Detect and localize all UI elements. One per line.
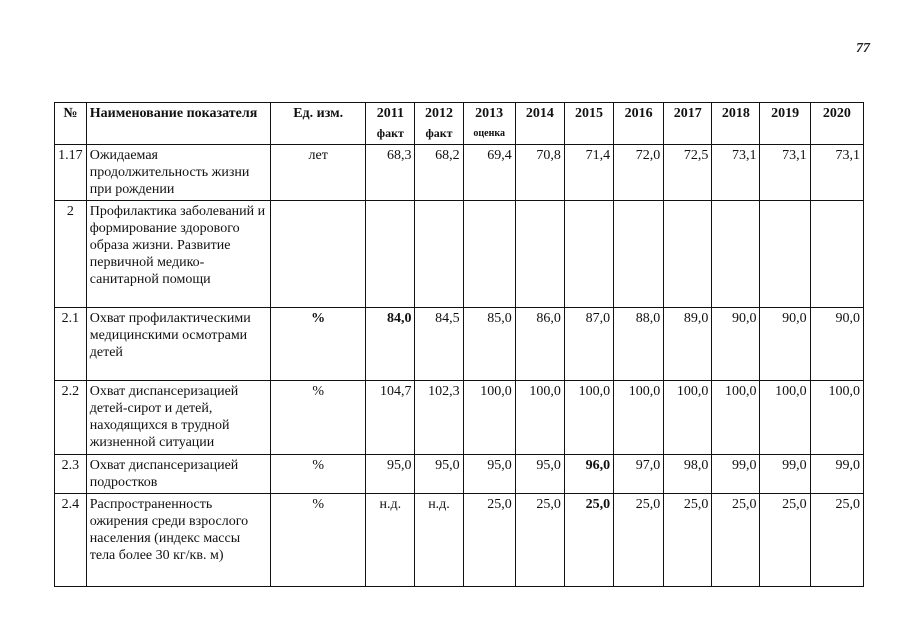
value-cell <box>366 201 415 308</box>
indicators-table <box>54 102 864 587</box>
value-cell: н.д. <box>366 494 415 587</box>
value-cell: 73,1 <box>810 145 863 201</box>
value-cell: 90,0 <box>712 308 760 381</box>
indicator-name: Распространенность ожирения среди взрослого населения (индекс массы тела более 30 кг/кв. м) <box>86 494 270 587</box>
value-cell: 88,0 <box>614 308 664 381</box>
year-label: 2013 <box>475 106 504 121</box>
value-cell: 25,0 <box>614 494 664 587</box>
value-cell: 71,4 <box>564 145 613 201</box>
indicator-name: Охват диспансеризацией подростков <box>86 455 270 494</box>
row-number: 2.1 <box>55 308 87 381</box>
table-row <box>55 455 864 494</box>
value-cell: 73,1 <box>712 145 760 201</box>
value-cell: 25,0 <box>515 494 564 587</box>
value-cell: 90,0 <box>810 308 863 381</box>
row-number: 2.3 <box>55 455 87 494</box>
value-cell: 25,0 <box>664 494 712 587</box>
indicator-name: Профилактика заболеваний и формирование здорового образа жизни. Развитие первичной медико-санитарной помощи <box>86 201 270 308</box>
value-cell <box>463 201 515 308</box>
header-unit: Ед. изм. <box>271 103 366 145</box>
value-cell: 25,0 <box>810 494 863 587</box>
year-label: 2018 <box>721 106 750 121</box>
year-note: факт <box>425 126 453 140</box>
page-number: 77 <box>856 41 870 56</box>
value-cell: 69,4 <box>463 145 515 201</box>
value-cell: 95,0 <box>515 455 564 494</box>
unit-cell: % <box>271 308 366 381</box>
header-year <box>760 103 810 145</box>
value-cell <box>415 201 463 308</box>
header-year <box>564 103 613 145</box>
value-cell: 85,0 <box>463 308 515 381</box>
value-cell: 25,0 <box>564 494 613 587</box>
indicator-name: Охват диспансеризацией детей-сирот и детей, находящихся в трудной жизненной ситуации <box>86 381 270 455</box>
row-number: 1.17 <box>55 145 87 201</box>
value-cell: 90,0 <box>760 308 810 381</box>
value-cell: 25,0 <box>760 494 810 587</box>
table-row <box>55 145 864 201</box>
year-note: факт <box>376 126 404 140</box>
row-number: 2 <box>55 201 87 308</box>
value-cell: 70,8 <box>515 145 564 201</box>
value-cell <box>564 201 613 308</box>
year-label: 2011 <box>376 106 404 121</box>
value-cell: 25,0 <box>712 494 760 587</box>
value-cell: 89,0 <box>664 308 712 381</box>
value-cell: н.д. <box>415 494 463 587</box>
value-cell: 99,0 <box>760 455 810 494</box>
unit-cell: % <box>271 494 366 587</box>
value-cell: 97,0 <box>614 455 664 494</box>
unit-cell: лет <box>271 145 366 201</box>
value-cell: 87,0 <box>564 308 613 381</box>
year-label: 2014 <box>525 106 554 121</box>
header-year <box>664 103 712 145</box>
row-number: 2.4 <box>55 494 87 587</box>
header-row <box>55 103 864 145</box>
value-cell: 100,0 <box>515 381 564 455</box>
unit-cell: % <box>271 381 366 455</box>
value-cell: 84,5 <box>415 308 463 381</box>
value-cell: 100,0 <box>564 381 613 455</box>
value-cell: 100,0 <box>463 381 515 455</box>
indicator-name: Ожидаемая продолжительность жизни при рождении <box>86 145 270 201</box>
value-cell: 99,0 <box>712 455 760 494</box>
table-row <box>55 308 864 381</box>
value-cell: 100,0 <box>664 381 712 455</box>
value-cell: 68,3 <box>366 145 415 201</box>
value-cell: 100,0 <box>614 381 664 455</box>
value-cell: 102,3 <box>415 381 463 455</box>
value-cell: 68,2 <box>415 145 463 201</box>
year-label: 2020 <box>822 106 851 121</box>
value-cell <box>712 201 760 308</box>
year-label: 2017 <box>673 106 702 121</box>
header-year <box>614 103 664 145</box>
value-cell <box>614 201 664 308</box>
value-cell: 72,5 <box>664 145 712 201</box>
value-cell: 96,0 <box>564 455 613 494</box>
year-label: 2016 <box>624 106 653 121</box>
value-cell <box>760 201 810 308</box>
header-num: № <box>55 103 87 145</box>
value-cell: 84,0 <box>366 308 415 381</box>
value-cell: 98,0 <box>664 455 712 494</box>
value-cell: 72,0 <box>614 145 664 201</box>
value-cell: 73,1 <box>760 145 810 201</box>
value-cell: 25,0 <box>463 494 515 587</box>
value-cell: 95,0 <box>463 455 515 494</box>
year-label: 2019 <box>771 106 800 121</box>
value-cell: 99,0 <box>810 455 863 494</box>
year-label: 2012 <box>425 106 453 121</box>
value-cell: 95,0 <box>415 455 463 494</box>
value-cell <box>810 201 863 308</box>
row-number: 2.2 <box>55 381 87 455</box>
value-cell: 100,0 <box>760 381 810 455</box>
header-year <box>415 103 463 145</box>
table-row <box>55 494 864 587</box>
header-year <box>810 103 863 145</box>
table-row <box>55 381 864 455</box>
value-cell <box>664 201 712 308</box>
value-cell: 86,0 <box>515 308 564 381</box>
unit-cell <box>271 201 366 308</box>
value-cell: 104,7 <box>366 381 415 455</box>
header-year <box>366 103 415 145</box>
indicator-name: Охват профилактическими медицинскими осмотрами детей <box>86 308 270 381</box>
value-cell: 100,0 <box>712 381 760 455</box>
value-cell: 95,0 <box>366 455 415 494</box>
table-row <box>55 201 864 308</box>
header-name: Наименование показателя <box>86 103 270 145</box>
header-year <box>515 103 564 145</box>
year-note: оценка <box>473 128 505 139</box>
year-label: 2015 <box>574 106 603 121</box>
header-year <box>463 103 515 145</box>
unit-cell: % <box>271 455 366 494</box>
value-cell: 100,0 <box>810 381 863 455</box>
value-cell <box>515 201 564 308</box>
header-year <box>712 103 760 145</box>
